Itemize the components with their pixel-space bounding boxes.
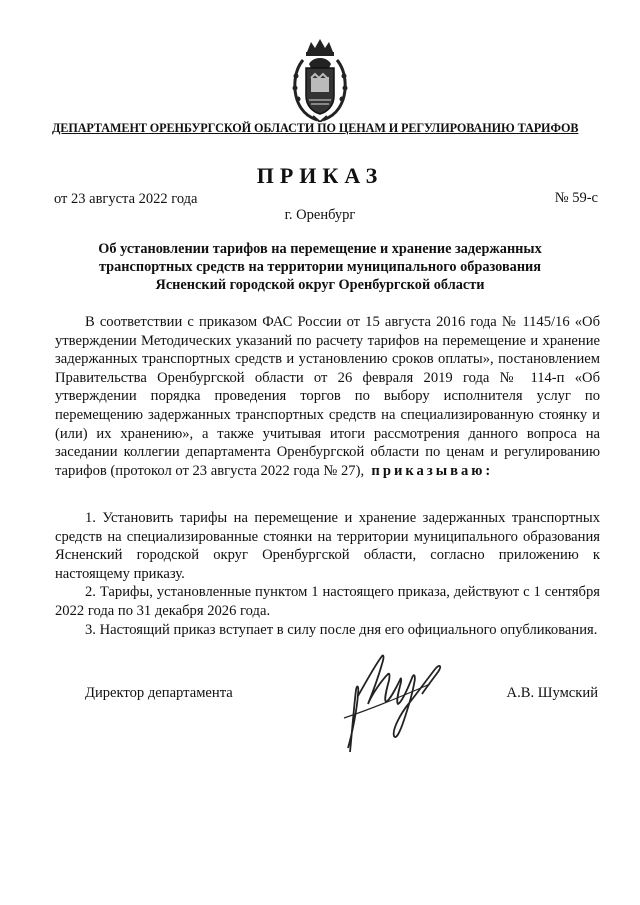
document-city: г. Оренбург [284,207,356,223]
subject-line: транспортных средств на территории муниципального образования [98,259,542,275]
document-date: от 23 августа 2022 года [54,191,198,207]
preamble-paragraph [55,313,600,480]
order-items [55,509,600,639]
document-number: № 59-с [554,190,598,206]
order-item: 2. Тарифы, установленные пунктом 1 настоящего приказа, действуют с 1 сентября 2022 года по 31 декабря 2026 года. [55,584,600,619]
order-item: 1. Установить тарифы на перемещение и хранение задержанных транспортных средств на специализированные стоянки на территории муниципального образования Ясненский городской округ Оренбургской области, согласно приложению к настоящему приказу. [55,510,600,582]
document-title: ПРИКАЗ [256,163,384,188]
department-name: ДЕПАРТАМЕНТ ОРЕНБУРГСКОЙ ОБЛАСТИ ПО ЦЕНАМ И РЕГУЛИРОВАНИЮ ТАРИФОВ [52,121,579,135]
order-item: 3. Настоящий приказ вступает в силу после дня его официального опубликования. [85,621,598,638]
signer-position: Директор департамента [85,685,233,701]
preamble-text: В соответствии с приказом ФАС России от 15 августа 2016 года № 1145/16 «Об утверждении Методических указаний по расчету тарифов на перемещение и хранение задержанных транспортных средств и установлению сроков оплаты», постановлением Правительства Оренбургской области от 26 февраля 2019 года № 114-п «Об утверждении порядка проведения торгов по выбору исполнителя услуг по перемещению задержанных транспортных средств на специализированную стоянку и (или) их хранению», а также учитывая итоги рассмотрения данного вопроса на заседании коллегии департамента Оренбургской области по ценам и регулированию тарифов (протокол от 23 августа 2022 года № 27), [55,314,600,479]
order-word: приказываю: [371,462,494,479]
oblast-coat-of-arms-icon [289,38,351,122]
document-subject [60,240,580,294]
handwritten-signature-icon [338,648,450,756]
subject-line: Ясненский городской округ Оренбургской области [155,277,485,293]
subject-line: Об установлении тарифов на перемещение и хранение задержанных [98,241,542,257]
signer-name: А.В. Шумский [506,685,598,701]
